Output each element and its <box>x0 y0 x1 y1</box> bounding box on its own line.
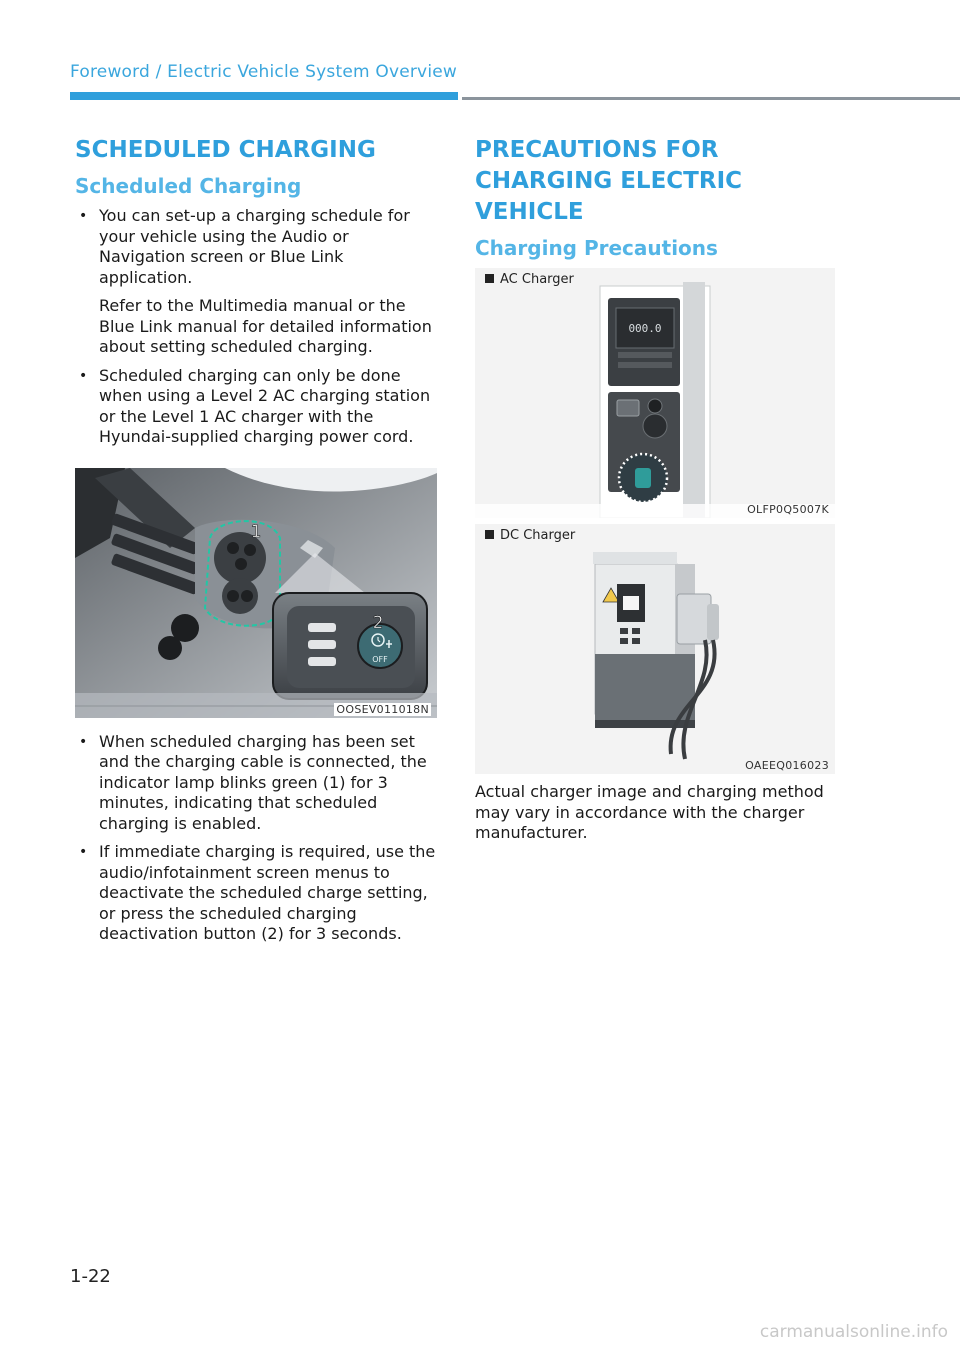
right-column <box>475 135 837 844</box>
bullet-icon: • <box>79 367 88 384</box>
list-item <box>75 732 437 835</box>
dc-charger-illustration <box>475 524 835 774</box>
section-title-line: PRECAUTIONS FOR <box>475 137 719 163</box>
callout-2: 2 <box>372 612 384 633</box>
dc-charger-figure <box>475 524 835 774</box>
page-number: 1-22 <box>70 1266 111 1287</box>
list-item <box>75 366 437 448</box>
bullet-icon: • <box>79 733 88 750</box>
bullet-icon: • <box>79 208 88 224</box>
bullet-text: When scheduled charging has been set and the charging cable is connected, the indicator lamp blinks green (1) for 3 minutes, indicating that scheduled charging is enabled. <box>99 731 427 833</box>
bullet-list-top <box>75 206 437 448</box>
charger-note: Actual charger image and charging method may vary in accordance with the charger manufacturer. <box>475 782 824 842</box>
bullet-text: Scheduled charging can only be done when using a Level 2 AC charging station or the Level 1 AC charger with the Hyundai-supplied charging power cord. <box>99 365 431 446</box>
section-title-precautions <box>475 135 837 228</box>
figure-label-text: DC Charger <box>500 528 576 543</box>
section-title-line: VEHICLE <box>475 199 584 225</box>
charging-port-illustration <box>75 468 437 718</box>
callout-1: 1 <box>250 521 262 542</box>
figure-label-ac <box>485 272 574 287</box>
section-title-scheduled-charging: SCHEDULED CHARGING <box>75 137 376 163</box>
figure-code: OAEEQ016023 <box>745 759 829 772</box>
figure-code: OLFP0Q5007K <box>747 503 829 516</box>
header-rule-accent <box>70 92 458 100</box>
figure-label-dc <box>485 528 575 543</box>
subtitle-charging-precautions: Charging Precautions <box>475 236 718 260</box>
charging-port-figure <box>75 468 437 718</box>
ac-charger-figure <box>475 268 835 518</box>
ac-display-readout: 000.0 <box>628 322 662 335</box>
square-bullet-icon <box>485 530 494 539</box>
running-header: Foreword / Electric Vehicle System Overview <box>70 62 457 82</box>
left-column <box>75 135 437 953</box>
bullet-list-bottom <box>75 732 437 945</box>
button-off-text: OFF <box>372 654 388 664</box>
figure-code: OOSEV011018N <box>336 702 429 716</box>
bullet-continuation: Refer to the Multimedia manual or the Blue Link manual for detailed information about setting scheduled charging. <box>99 296 432 356</box>
watermark: carmanualsonline.info <box>759 1322 948 1342</box>
bullet-icon: • <box>79 844 88 860</box>
ac-charger-illustration <box>475 268 835 518</box>
header-rule <box>462 97 960 100</box>
bullet-text: If immediate charging is required, use the audio/infotainment screen menus to deactivate the scheduled charge setting, or press the scheduled charging deactivation button (2) for 3 seconds. <box>99 842 436 943</box>
square-bullet-icon <box>485 274 494 283</box>
list-item <box>75 842 437 945</box>
bullet-text: You can set-up a charging schedule for your vehicle using the Audio or Navigation screen or Blue Link application. <box>99 206 410 287</box>
section-title-line: CHARGING ELECTRIC <box>475 168 743 194</box>
figure-label-text: AC Charger <box>500 272 574 287</box>
list-item <box>75 206 437 358</box>
subtitle-scheduled-charging: Scheduled Charging <box>75 174 302 198</box>
